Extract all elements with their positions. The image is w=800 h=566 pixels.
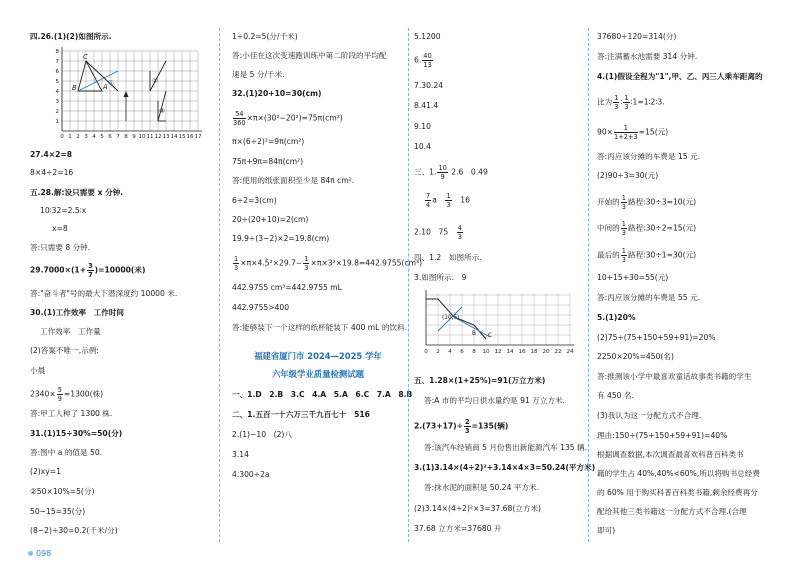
q31-line-1: 31.(1)15÷30%=50(分) xyxy=(30,429,123,438)
svg-text:11: 11 xyxy=(146,134,154,139)
q32-line-2: $\frac{54}{360}$ ×π×(30²−20²)=75π(cm²) xyxy=(233,110,343,127)
q4-ratio: 比为 $\frac{1}{3}$ ∶ $\frac{1}{3}$ ∶1=1∶2∶3. xyxy=(597,94,665,111)
q31-pace-answer-1: 答:小佳在这次变速跑训练中第二阶段的平均配 xyxy=(232,51,387,60)
svg-text:7: 7 xyxy=(55,59,59,65)
svg-text:14: 14 xyxy=(506,349,514,355)
q32-line-3: π×(6÷2)²=9π(cm²) xyxy=(232,137,305,146)
q28-heading: 五.28.解:设只需要 x 分钟. xyxy=(30,188,124,197)
q31-line-5: (8−2)÷30=0.2(千米/分) xyxy=(30,526,118,535)
q5-reason: 理由:150÷(75+150+59+91)=40% xyxy=(597,431,728,440)
svg-text:8: 8 xyxy=(55,49,59,55)
q4-line-2: (2)90÷3=30(元) xyxy=(597,171,659,180)
q5-line-1: 5.(1)20% xyxy=(597,313,636,322)
q28-equation: 10∶32=2.5∶x xyxy=(40,206,87,215)
svg-text:12: 12 xyxy=(494,349,502,355)
section-4-q3: 3.如图所示. 9 xyxy=(414,273,467,282)
exam-title-1: 福建省厦门市 2024—2025 学年 xyxy=(254,351,382,361)
q4-last-segment: 最后的 $\frac{1}{3}$ 路程:30÷1=30(元) xyxy=(597,247,697,264)
svg-text:4: 4 xyxy=(92,134,96,139)
page-number: 098 xyxy=(28,549,51,558)
svg-text:③: ③ xyxy=(159,107,166,115)
svg-text:8: 8 xyxy=(472,349,476,355)
section-2-q4: 4.300÷2a xyxy=(232,470,270,479)
q4-answer-1: 答:丙应该分摊的车费是 15 元. xyxy=(597,152,700,161)
column-3 xyxy=(414,0,596,566)
section-5-q3-line-1: 3.(1)3.14×(4÷2)²+3.14×4×3=50.24(平方米) xyxy=(414,463,596,472)
section-5-q2: 2.(73+17)÷ $\frac{2}{3}$ =135(辆) xyxy=(414,418,509,435)
svg-text:B: B xyxy=(72,84,77,92)
svg-text:①: ① xyxy=(108,79,115,87)
q3-fill-answer: 答:注满蓄水池需要 314 分钟. xyxy=(597,52,698,61)
svg-text:7: 7 xyxy=(116,134,120,139)
svg-text:2: 2 xyxy=(76,134,80,139)
svg-text:5: 5 xyxy=(55,79,59,85)
svg-text:A: A xyxy=(103,83,108,91)
q30-line-2: 工作效率 工作量 xyxy=(40,327,101,336)
grid-figure-q26 xyxy=(42,43,212,139)
q5-reason-3: 籍的学生占 40%,40%<60%,所以将购书总经费 xyxy=(597,469,760,478)
q31-pace-calc: 1÷0.2=5(分/千米) xyxy=(232,32,298,41)
column-1 xyxy=(30,0,210,566)
section-2-q6: 6. $\frac{40}{13}$ xyxy=(414,52,432,69)
section-5-q1-answer: 答:A 市的平均日供水量约是 91 万立方米. xyxy=(424,396,565,405)
svg-text:C: C xyxy=(488,333,493,339)
q4-start-segment: 开始的 $\frac{1}{3}$ 路程:30÷3=10(元) xyxy=(597,194,697,211)
section-2-q3: 3.14 xyxy=(232,450,249,459)
svg-text:18: 18 xyxy=(530,349,538,355)
svg-text:2: 2 xyxy=(55,109,59,115)
q4-middle-segment: 中间的 $\frac{1}{3}$ 路程:30÷2=15(元) xyxy=(597,220,697,237)
section-3-q1-line-2: $\frac{7}{4}$ a $\frac{1}{3}$ 16 xyxy=(426,192,470,209)
svg-text:12: 12 xyxy=(154,134,162,139)
svg-text:14: 14 xyxy=(170,134,178,139)
q32-line-1: 32.(1)20+10=30(cm) xyxy=(232,89,322,98)
q32-line-8: $\frac{1}{3}$ ×π×4.5²×29.7− $\frac{1}{3}$ ×π×3²×19.8=442.9755(cm³) xyxy=(234,255,423,272)
section-5-q3-line-3: 37.68 立方米=37680 升 xyxy=(414,524,502,533)
graph-x-tick-labels xyxy=(424,349,574,355)
svg-text:16: 16 xyxy=(186,134,194,139)
svg-text:3: 3 xyxy=(55,99,59,105)
svg-text:3: 3 xyxy=(84,134,88,139)
q5-reason-6: 即可) xyxy=(597,526,616,535)
q5-reason-4: 的 60% 用于购买科普百科类书籍,剩余经费再分 xyxy=(597,488,758,497)
section-5-q1: 五、1.28×(1+25%)=91(万立方米) xyxy=(414,376,546,385)
section-2-q5: 5.1200 xyxy=(414,32,441,41)
q5-line-3: 2250×20%=450(名) xyxy=(597,352,674,361)
column-divider-1 xyxy=(219,28,220,542)
svg-text:8: 8 xyxy=(124,134,128,139)
column-divider-2 xyxy=(408,28,409,542)
section-5-q2-answer: 答:该汽车经销商 5 月份售出新能源汽车 135 辆. xyxy=(424,443,588,452)
q5-reason-5: 配给其他三类书籍这一分配方式不合理.(合理 xyxy=(597,507,747,516)
svg-text:24: 24 xyxy=(566,349,574,355)
q4-calc-1: 90× $\frac{1}{1+2+3}$ =15(元) xyxy=(597,124,669,141)
section-1-answers: 一、1.D 2.B 3.C 4.A 5.A 6.C 7.A 8.B xyxy=(232,390,413,399)
arrow-head xyxy=(124,91,129,97)
svg-text:1: 1 xyxy=(68,134,72,139)
svg-text:4: 4 xyxy=(55,89,59,95)
q29-line: 29.7000×(1+ $\frac{3}{7}$ )=10000(米) xyxy=(30,262,146,279)
q32-line-6: 20÷(20+10)=2(cm) xyxy=(232,215,309,224)
q4-answer-2: 答:丙应该分摊的车费是 55 元. xyxy=(597,293,700,302)
q27-line-2: 8×4÷2=16 xyxy=(30,168,74,177)
triangle-abc xyxy=(78,61,102,91)
q32-line-4: 75π+9π=84π(cm²) xyxy=(232,157,304,166)
svg-text:6: 6 xyxy=(460,349,464,355)
q5-answer-2: 有 450 名. xyxy=(597,391,634,400)
svg-text:17: 17 xyxy=(194,134,202,139)
q31-pace-answer-2: 速是 5 分/千米. xyxy=(232,70,285,79)
q5-line-4: (3)我认为这一分配方式不合理. xyxy=(597,411,702,420)
figure-3-slant xyxy=(158,91,166,121)
q32-line-7: 19.9÷(3−2)×2=19.8(cm) xyxy=(232,234,330,243)
svg-text:6: 6 xyxy=(55,69,59,75)
svg-text:0: 0 xyxy=(60,134,64,139)
q30-line-3: (2)答案不唯一,示例: xyxy=(30,346,99,355)
q32-line-9: 442.9755 cm³=442.9755 mL xyxy=(232,283,342,292)
svg-text:0: 0 xyxy=(424,349,428,355)
column-4 xyxy=(597,0,775,566)
x-tick-labels xyxy=(60,134,202,139)
svg-text:13: 13 xyxy=(162,134,170,139)
q30-name: 小晨 xyxy=(30,366,46,375)
q3-fill-time: 37680÷120=314(分) xyxy=(597,32,677,41)
q5-answer-1: 答:推测该小学中最喜欢童话故事类书籍的学生 xyxy=(597,372,752,381)
q32-line-10: 442.9755>400 xyxy=(232,303,290,312)
svg-text:(10,5): (10,5) xyxy=(442,315,460,321)
svg-text:5: 5 xyxy=(100,134,104,139)
q31-answer-1: 答:图中 a 的值是 50. xyxy=(30,448,103,457)
graph-labels xyxy=(442,315,492,339)
q30-answer: 答:甲工人种了 1300 株. xyxy=(30,409,113,418)
q31-line-3: ②50×10%=5(分) xyxy=(30,487,95,496)
q32-answer-2: 答:能够装下一个这样的纸杯能装下 400 mL 的饮料. xyxy=(232,323,408,332)
q31-line-2: (2)xy=1 xyxy=(30,467,61,476)
exam-title-2: 六年级学业质量检测试题 xyxy=(271,369,365,379)
svg-text:16: 16 xyxy=(518,349,526,355)
column-divider-3 xyxy=(588,28,589,542)
section-2-q1: 二、1.五百一十六万三千九百七十 516 xyxy=(232,410,370,419)
q5-reason-2: 根据调查数据,本次调查最喜欢科普百科类书 xyxy=(597,450,744,459)
section-3-q1-line-1: 三、1. $\frac{10}{9}$ 2.6 0.49 xyxy=(414,164,488,181)
page-dot-icon xyxy=(28,551,33,556)
section-2-q10: 10.4 xyxy=(414,142,431,151)
section-2-q9: 9.10 xyxy=(414,122,431,131)
q29-answer: 答:"奋斗者"号的最大下潜深度约 10000 米. xyxy=(30,289,178,298)
q4-line-1: 4.(1)假设全程为"1",甲、乙、丙三人乘车距离的 xyxy=(597,72,763,81)
line-graph-figure xyxy=(414,287,579,359)
svg-text:22: 22 xyxy=(554,349,562,355)
q5-line-2: (2)75÷(75+150+59+91)=20% xyxy=(597,333,716,342)
svg-text:20: 20 xyxy=(542,349,550,355)
q27-line-1: 27.4×2=8 xyxy=(30,150,73,159)
q4-sum: 10+15+30=55(元) xyxy=(597,273,669,282)
q28-solution: x=8 xyxy=(52,224,68,233)
svg-text:4: 4 xyxy=(448,349,452,355)
q26-heading: 四.26.(1)(2)如图所示. xyxy=(30,32,112,41)
svg-text:9: 9 xyxy=(132,134,136,139)
svg-text:10: 10 xyxy=(482,349,490,355)
q31-line-4: 50−15=35(分) xyxy=(30,507,86,516)
svg-text:10: 10 xyxy=(138,134,146,139)
section-5-q3-answer-1: 答:抹水泥的面积是 50.24 平方米. xyxy=(424,483,540,492)
q32-line-5: 6÷2=3(cm) xyxy=(232,196,277,205)
section-2-q7: 7.30.24 xyxy=(414,81,443,90)
q30-calc: 2340× $\frac{5}{9}$ =1300(株) xyxy=(30,386,104,403)
svg-text:6: 6 xyxy=(108,134,112,139)
section-5-q3-line-2: (2)3.14×(4÷2)²×3=37.68(立方米) xyxy=(414,504,542,513)
svg-text:B: B xyxy=(472,331,476,337)
svg-text:2: 2 xyxy=(436,349,440,355)
svg-text:15: 15 xyxy=(178,134,186,139)
section-2-q2: 2.(1)−10 (2)八 xyxy=(232,430,292,439)
svg-text:1: 1 xyxy=(55,119,59,125)
svg-text:②: ② xyxy=(152,77,159,85)
q30-line-1: 30.(1)工作效率 工作时间 xyxy=(30,308,125,317)
section-4-q1: 四、1.2 如图所示. xyxy=(414,253,482,262)
section-3-q2: 2.10 75 $\frac{4}{3}$ xyxy=(414,224,462,241)
y-tick-labels xyxy=(55,49,59,125)
q28-answer: 答:只需要 8 分钟. xyxy=(30,243,91,252)
section-2-q8: 8.41.4 xyxy=(414,101,439,110)
svg-text:C: C xyxy=(83,53,88,61)
q32-answer-1: 答:使用的纸张面积至少是 84π cm². xyxy=(232,176,355,185)
